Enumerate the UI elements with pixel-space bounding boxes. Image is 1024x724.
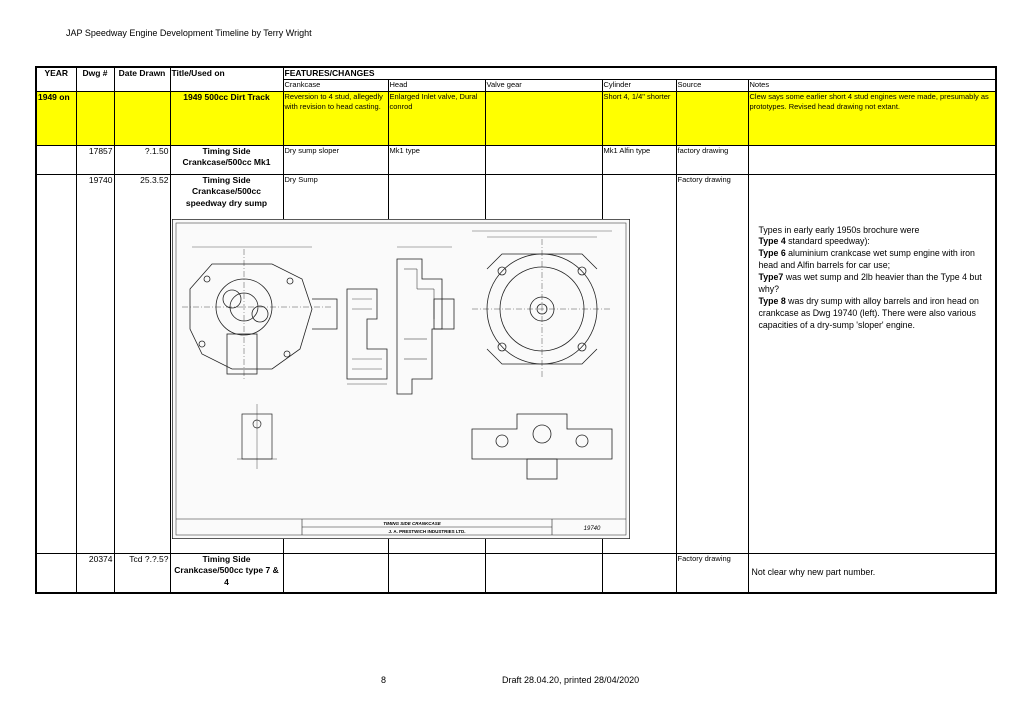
cell-source: Factory drawing [676, 174, 748, 553]
header-cylinder: Cylinder [602, 80, 676, 91]
cell-dwg: 19740 [76, 174, 114, 553]
cell-notes: Not clear why new part number. [748, 553, 996, 593]
note-type-label: Type7 [758, 272, 784, 283]
table-row [36, 553, 996, 593]
header-notes: Notes [748, 80, 996, 91]
cell-date [114, 91, 170, 145]
cell-cylinder: Mk1 Alfin type [602, 145, 676, 174]
cell-notes: Clew says some earlier short 4 stud engines were made, presumably as prototypes. Revised head drawing not extant. [748, 91, 996, 145]
cell-crankcase: Reversion to 4 stud, allegedly with revision to head casting. [283, 91, 388, 145]
engineering-drawing [172, 219, 630, 539]
cell-dwg: 20374 [76, 553, 114, 593]
cell-title: Timing Side Crankcase/500cc type 7 & 4 [170, 553, 283, 593]
brochure-types-note [759, 225, 990, 332]
note-line [759, 225, 990, 237]
note-type-label: Type 8 [758, 295, 786, 306]
cell-title: 1949 500cc Dirt Track [170, 91, 283, 145]
note-type-label: Type 6 [758, 248, 786, 259]
table-row [36, 145, 996, 174]
cell-head: Mk1 type [388, 145, 485, 174]
header-source: Source [676, 80, 748, 91]
header-features: FEATURES/CHANGES [283, 67, 996, 80]
note-text: was wet sump and 2lb heavier than the Type 4 but why? [758, 272, 982, 294]
cell-source: factory drawing [676, 145, 748, 174]
drawing-company: J. A. PRESTWICH INDUSTRIES LTD. [388, 529, 466, 534]
cell-head: Enlarged Inlet valve, Dural conrod [388, 91, 485, 145]
cell-date: 25.3.52 [114, 174, 170, 553]
cell-date: ?.1.50 [114, 145, 170, 174]
cell-source [676, 91, 748, 145]
cell-cylinder: Short 4, 1/4" shorter [602, 91, 676, 145]
note-text: was dry sump with alloy barrels and iron head on crankcase as Dwg 19740 (left). There were also various capacities of a dry-sump 'sloper' engine. [758, 295, 979, 330]
note-line [759, 236, 990, 248]
drawing-title: TIMING SIDE CRANKCASE [383, 521, 441, 526]
cell-valve-gear [485, 553, 602, 593]
header-crankcase: Crankcase [283, 80, 388, 91]
cell-dwg [76, 91, 114, 145]
cell-date: Tcd ?.?.5? [114, 553, 170, 593]
cell-title: Timing Side Crankcase/500cc speedway dry sump [170, 174, 283, 553]
header-dwg: Dwg # [76, 67, 114, 91]
draft-date: Draft 28.04.20, printed 28/04/2020 [502, 675, 640, 685]
cell-notes [748, 145, 996, 174]
header-row [36, 67, 996, 80]
note-line [759, 248, 990, 272]
note-line [759, 296, 990, 332]
table-row [36, 91, 996, 145]
cell-source: Factory drawing [676, 553, 748, 593]
header-year: YEAR [36, 67, 76, 91]
cell-year: 1949 on [36, 91, 76, 145]
cell-crankcase [283, 553, 388, 593]
page-number: 8 [381, 675, 387, 685]
cell-crankcase: Dry Sump [283, 174, 388, 553]
header-title: Title/Used on [170, 67, 283, 91]
cell-year [36, 553, 76, 593]
cell-crankcase: Dry sump sloper [283, 145, 388, 174]
cell-valve-gear [485, 91, 602, 145]
cell-dwg: 17857 [76, 145, 114, 174]
cell-title: Timing Side Crankcase/500cc Mk1 [170, 145, 283, 174]
cell-year [36, 174, 76, 553]
cell-valve-gear [485, 145, 602, 174]
drawing-number: 19740 [583, 526, 601, 532]
note-text: aluminium crankcase wet sump engine with iron head and Alfin barrels for car use; [758, 248, 975, 271]
header-valve-gear: Valve gear [485, 80, 602, 91]
note-type-label: Type 4 [758, 236, 786, 247]
header-date: Date Drawn [114, 67, 170, 91]
cell-cylinder [602, 553, 676, 593]
header-head: Head [388, 80, 485, 91]
cell-notes [748, 174, 996, 553]
document-title: JAP Speedway Engine Development Timeline by Terry Wright [66, 28, 312, 38]
note-text: Types in early early 1950s brochure were [758, 224, 920, 235]
note-text: standard speedway): [785, 236, 870, 247]
cell-head [388, 553, 485, 593]
note-line [759, 272, 990, 296]
cell-year [36, 145, 76, 174]
